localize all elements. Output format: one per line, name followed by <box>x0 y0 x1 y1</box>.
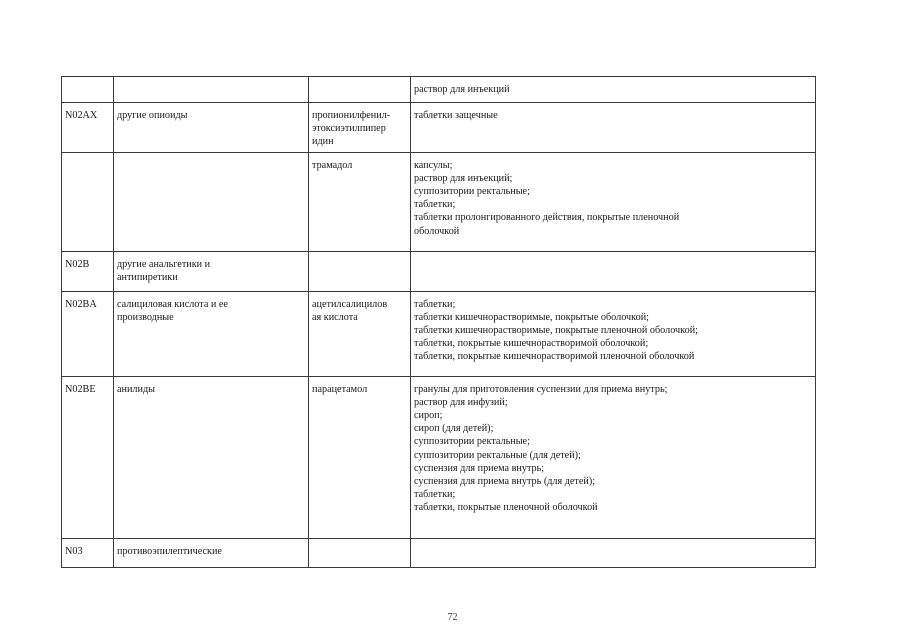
cell-text-line: раствор для инъекций; <box>414 172 513 184</box>
cell-text-line: таблетки кишечнорастворимые, покрытые оболочкой; <box>414 311 649 323</box>
anatomical-group-cell <box>114 152 309 251</box>
cell-text-line: пропионилфенил- <box>312 110 391 121</box>
table-row <box>62 103 816 153</box>
cell-text-line: таблетки пролонгированного действия, покрытые пленочной <box>414 212 680 224</box>
cell-text-line: другие анальгетики и <box>117 258 211 270</box>
cell-text-line: противоэпилептические <box>117 545 222 557</box>
cell-text-line: капсулы; <box>414 159 453 171</box>
atc-code-cell <box>62 251 114 291</box>
cell-text-line: суппозитории ректальные; <box>414 186 530 198</box>
drug-name-cell <box>309 291 411 376</box>
cell-text-line: гранулы для приготовления суспензии для приема внутрь; <box>414 383 668 395</box>
dosage-forms-cell <box>411 291 816 376</box>
anatomical-group-cell <box>114 103 309 153</box>
cell-text-line: другие опиоиды <box>117 110 188 121</box>
cell-text-line: идин <box>312 136 334 148</box>
drug-name-cell <box>309 103 411 153</box>
dosage-forms-cell <box>411 376 816 538</box>
cell-text-line: оболочкой <box>414 225 460 237</box>
cell-text-line: таблетки, покрытые кишечнорастворимой оболочкой; <box>414 338 649 350</box>
cell-text-line: суппозитории ректальные (для детей); <box>414 449 581 461</box>
cell-text-line: таблетки защечные <box>414 110 498 121</box>
cell-text-line: этоксиэтилпипер <box>312 123 386 135</box>
cell-text-line: таблетки; <box>414 199 456 211</box>
anatomical-group-cell <box>114 376 309 538</box>
drug-name-cell <box>309 77 411 103</box>
dosage-forms-cell <box>411 538 816 567</box>
atc-code-cell <box>62 103 114 153</box>
table-body <box>62 77 816 568</box>
atc-code-cell <box>62 291 114 376</box>
cell-text-line: таблетки, покрытые кишечнорастворимой пленочной оболочкой <box>414 351 695 363</box>
dosage-forms-cell <box>411 77 816 103</box>
cell-text-line: антипиретики <box>117 271 178 283</box>
page-number: 72 <box>447 612 458 623</box>
dosage-forms-cell <box>411 103 816 153</box>
cell-text-line: таблетки, покрытые пленочной оболочкой <box>414 502 598 514</box>
cell-text-line: сироп (для детей); <box>414 423 494 435</box>
cell-text: N02B <box>65 258 90 270</box>
cell-text-line: суппозитории ректальные; <box>414 436 530 448</box>
cell-text-line: раствор для инъекций <box>414 84 510 95</box>
cell-text: N02BE <box>65 383 96 395</box>
dosage-forms-cell <box>411 251 816 291</box>
table-row <box>62 251 816 291</box>
cell-text: N02BA <box>65 298 97 310</box>
cell-text-line: парацетамол <box>312 383 368 395</box>
cell-text-line: ацетилсалицилов <box>312 298 388 310</box>
cell-text-line: анилиды <box>117 383 155 395</box>
atc-code-cell <box>62 376 114 538</box>
cell-text-line: сироп; <box>414 410 443 422</box>
cell-text-line: суспензия для приема внутрь (для детей); <box>414 476 596 488</box>
table-row <box>62 77 816 103</box>
table-row <box>62 291 816 376</box>
cell-text-line: трамадол <box>312 159 353 171</box>
atc-code-cell <box>62 152 114 251</box>
table-row <box>62 152 816 251</box>
anatomical-group-cell <box>114 251 309 291</box>
cell-text-line: таблетки; <box>414 298 456 310</box>
cell-text-line: производные <box>117 311 174 323</box>
drug-name-cell <box>309 152 411 251</box>
anatomical-group-cell <box>114 291 309 376</box>
cell-text: N02AX <box>65 110 98 121</box>
anatomical-group-cell <box>114 77 309 103</box>
cell-text-line: таблетки кишечнорастворимые, покрытые пленочной оболочкой; <box>414 325 698 337</box>
cell-text-line: таблетки; <box>414 489 456 501</box>
cell-text: N03 <box>65 545 83 557</box>
drug-classification-table <box>61 76 816 568</box>
cell-text-line: салициловая кислота и ее <box>117 298 228 310</box>
atc-code-cell <box>62 77 114 103</box>
anatomical-group-cell <box>114 538 309 567</box>
atc-code-cell <box>62 538 114 567</box>
drug-name-cell <box>309 538 411 567</box>
table-row <box>62 376 816 538</box>
drug-name-cell <box>309 376 411 538</box>
cell-text-line: суспензия для приема внутрь; <box>414 462 545 474</box>
cell-text-line: раствор для инфузий; <box>414 396 508 408</box>
drug-name-cell <box>309 251 411 291</box>
table-row <box>62 538 816 567</box>
cell-text-line: ая кислота <box>312 311 358 323</box>
dosage-forms-cell <box>411 152 816 251</box>
